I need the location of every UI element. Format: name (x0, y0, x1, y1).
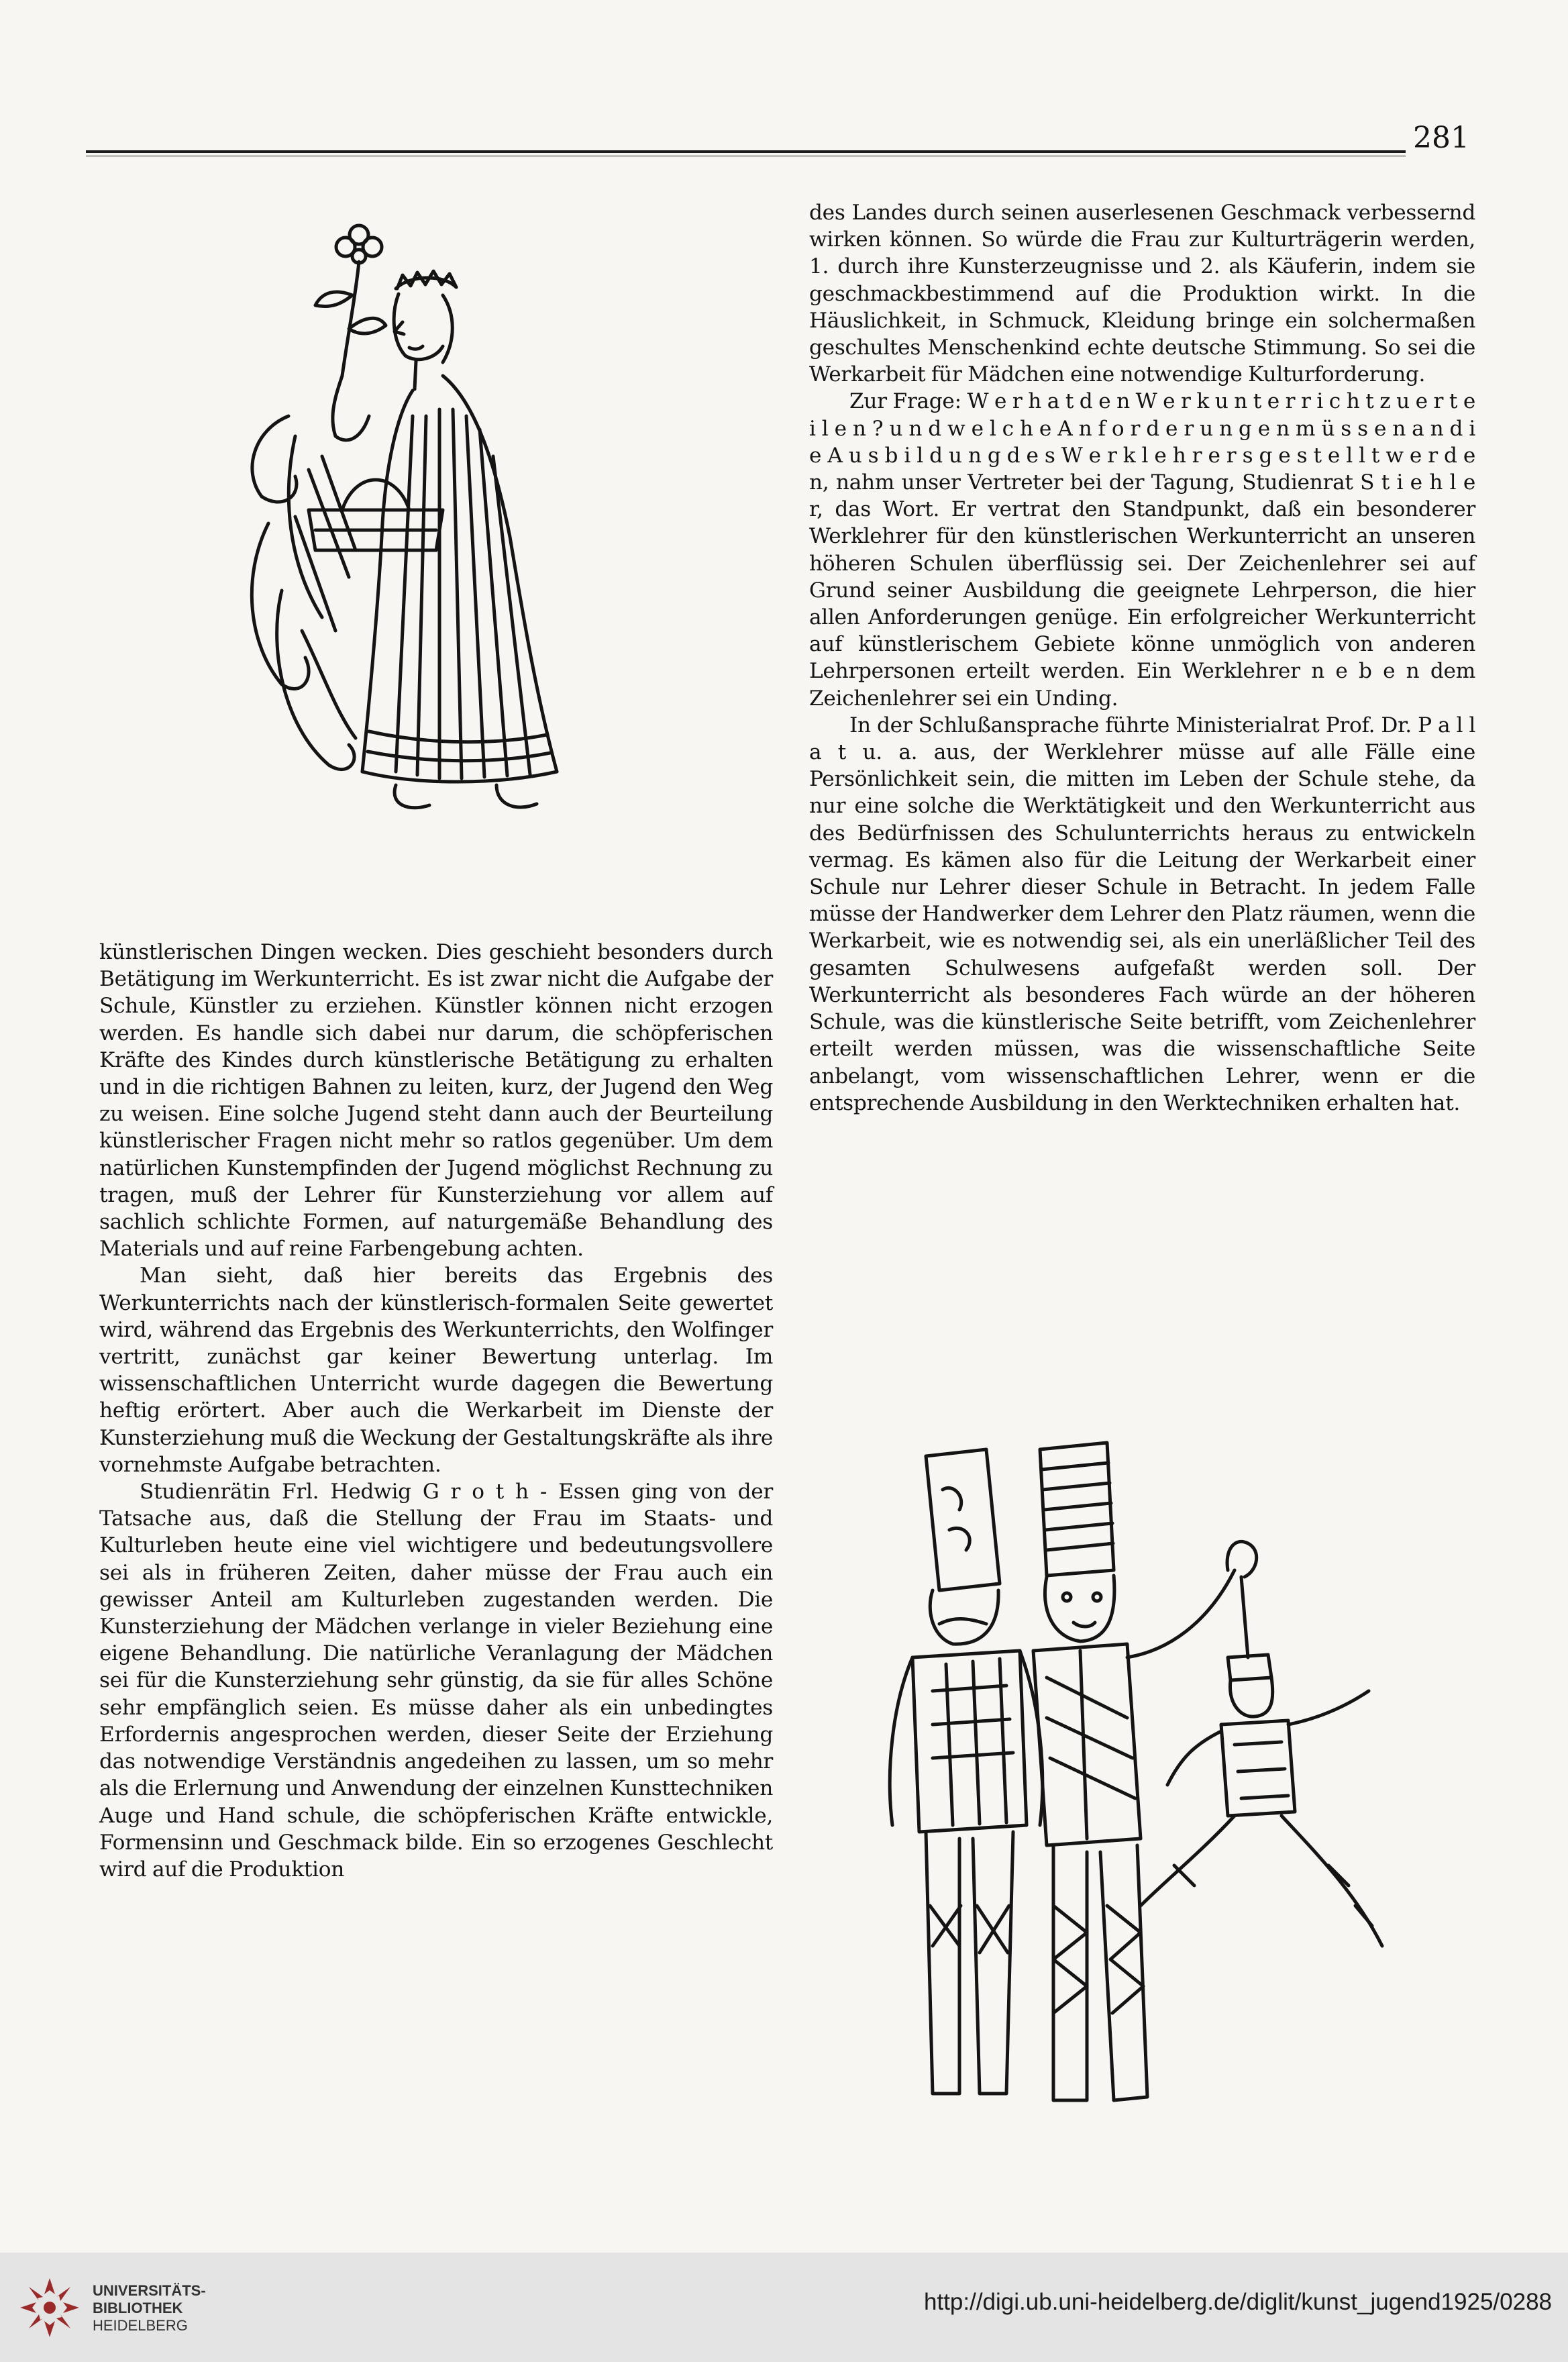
university-seal-icon (15, 2273, 85, 2343)
paragraph: künstlerischen Dingen wecken. Dies geschieht besonders durch Betätigung im Werkunterricht. Es ist zwar nicht die Aufgabe der Schule, Künstler zu erziehen. Künstler können nicht erzogen werden. Es handle sich dabei nur darum, die schöpferischen Kräfte des Kindes durch künstlerische Betätigung zu erhalten und in die richtigen Bahnen zu leiten, kurz, der Jugend den Weg zu weisen. Eine solche Jugend steht dann auch der Beurteilung künstlerischer Fragen nicht mehr so ratlos gegenüber. Um dem natürlichen Kunstempfinden der Jugend möglichst Rechnung zu tragen, muß der Lehrer für Kunsterziehung vor allem auf sachlich schlichte Formen, auf naturgemäße Behandlung des Materials und auf reine Farbengebung achten. (99, 940, 773, 1262)
page-number: 281 (1413, 121, 1469, 155)
paragraph: In der Schlußansprache führte Ministerialrat Prof. Dr. P a l l a t u. a. aus, der Werklehrer müsse auf alle Fälle eine Persönlichkeit sein, die mitten im Leben der Schule stehe, da nur eine solche die Werktätigkeit und den Werkunterricht aus des Bedürfnissen des Schulunterrichts heraus zu entwickeln vermag. Es kämen also für die Leitung der Werkarbeit einer Schule nur Lehrer dieser Schule in Betracht. In jedem Falle müsse der Handwerker dem Lehrer den Platz räumen, wenn die Werkarbeit, wie es notwendig sei, als ein unerläßlicher Teil des gesamten Schulwesens aufgefaßt werden soll. Der Werkunterricht als besonderes Fach würde an der höheren Schule, was die künstlerische Seite betrifft, vom Zeichenlehrer erteilt werden müssen, was die wissenschaftliche Seite anbelangt, vom wissenschaftlichen Lehrer, wenn er die entsprechende Ausbildung in den Werktechniken erhalten hat. (809, 713, 1475, 1115)
right-text-column (809, 199, 1475, 1117)
puppets-illustration (886, 1436, 1476, 2134)
woman-with-flower-illustration (242, 215, 617, 886)
left-text-column (99, 939, 773, 1883)
paragraph: Man sieht, daß hier bereits das Ergebnis des Werkunterrichts nach der künstlerisch-formalen Seite gewertet wird, während das Ergebnis des Werkunterrichts, den Wolfinger vertritt, zunächst gar keiner Bewertung unterlag. Im wissenschaftlichen Unterricht wurde dagegen die Bewertung heftig erörtert. Aber auch die Werkarbeit im Dienste der Kunsterziehung muß die Weckung der Gestaltungskräfte als ihre vornehmste Aufgabe betrachten. (99, 1264, 773, 1477)
header-rule (86, 150, 1406, 153)
footer-bar (0, 2253, 1568, 2362)
source-url[interactable]: http://digi.ub.uni-heidelberg.de/diglit/kunst_jugend1925/0288 (924, 2289, 1552, 2315)
paragraph: Zur Frage: W e r h a t d e n W e r k u n t e r r i c h t z u e r t e i l e n ? u n d w e l c h e A n f o r d e r u n g e n m ü s s e n a n d i e A u s b i l d u n g d e s W e r k l e h r e r s g e s t e l l t w e r d e n, nahm unser Vertreter bei der Tagung, Studienrat S t i e h l e r, das Wort. Er vertrat den Standpunkt, daß ein besonderer Werklehrer für den künstlerischen Werkunterricht an unseren höheren Schulen überflüssig sei. Der Zeichenlehrer sei auf Grund seiner Ausbildung die geeignete Lehrperson, die hier allen Anforderungen genüge. Ein erfolgreicher Werkunterricht auf künstlerischem Gebiete könne unmöglich von anderen Lehrpersonen erteilt werden. Ein Werklehrer n e b e n dem Zeichenlehrer sei ein Unding. (809, 389, 1475, 711)
paragraph: des Landes durch seinen auserlesenen Geschmack verbessernd wirken können. So würde die Frau zur Kulturträgerin werden, 1. durch ihre Kunsterzeugnisse und 2. als Käuferin, indem sie geschmackbestimmend auf die Produktion wirkt. In die Häuslichkeit, in Schmuck, Kleidung bringe ein solchermaßen geschultes Menschenkind echte deutsche Stimmung. So sei die Werkarbeit für Mädchen eine notwendige Kulturforderung. (809, 201, 1475, 387)
logo-line: HEIDELBERG (93, 2317, 188, 2334)
logo-line: UNIVERSITÄTS- (93, 2282, 206, 2299)
library-logo-text (93, 2282, 294, 2334)
paragraph: Studienrätin Frl. Hedwig G r o t h - Essen ging von der Tatsache aus, daß die Stellung der Frau im Staats- und Kulturleben heute eine viel wichtigere und bedeutungsvollere sei als in früheren Zeiten, daher müsse der Frau auch ein gewisser Anteil am Kulturleben zugestanden werden. Die Kunsterziehung der Mädchen verlange in vieler Beziehung eine eigene Behandlung. Die natürliche Veranlagung der Mädchen sei für die Kunsterziehung sehr günstig, da sie für alles Schöne sehr empfänglich seien. Es müsse daher als ein unbedingtes Erfordernis angesprochen werden, dieser Seite der Erziehung das notwendige Verständnis angedeihen zu lassen, um so mehr als die Erlernung und Anwendung der einzelnen Kunsttechniken Auge und Hand schule, die schöpferischen Kräfte entwickle, Formensinn und Geschmack bilde. Ein so erzogenes Geschlecht wird auf die Produktion (99, 1480, 773, 1882)
logo-line: BIBLIOTHEK (93, 2300, 183, 2316)
